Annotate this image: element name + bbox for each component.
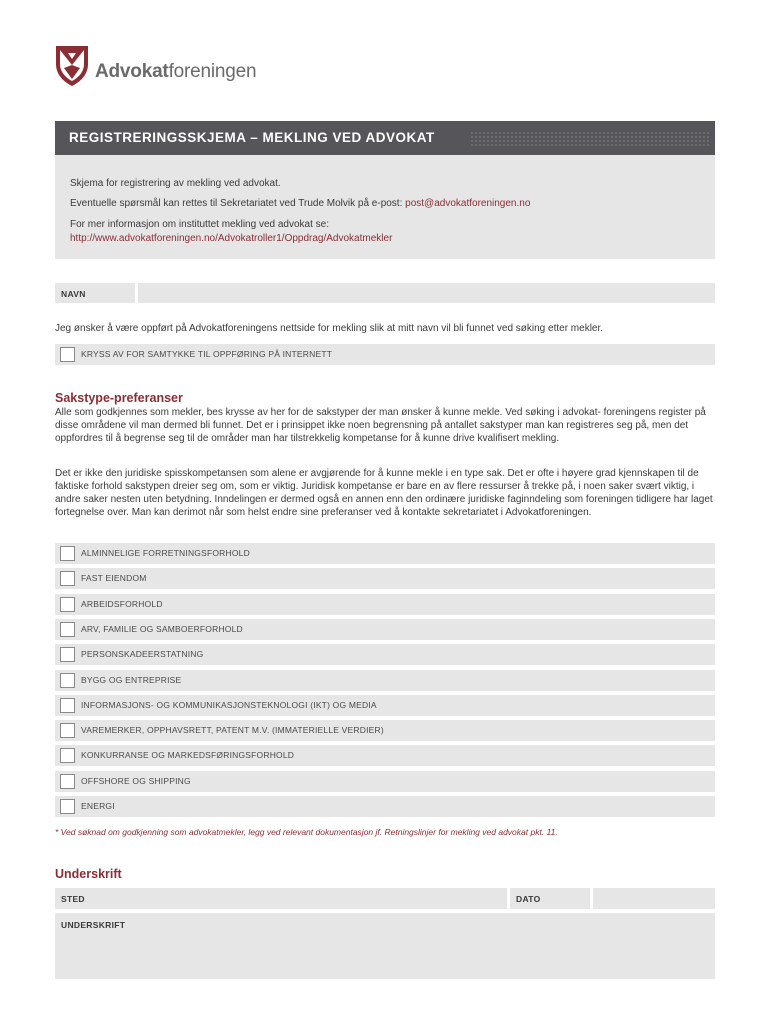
consent-text: Jeg ønsker å være oppført på Advokatforeningens nettside for mekling slik at mitt navn vil bli funnet ved søking etter mekler. [55,323,604,334]
sakstype-option-label: INFORMASJONS- OG KOMMUNIKASJONSTEKNOLOGI (IKT) OG MEDIA [81,700,377,710]
page-title: REGISTRERINGSSKJEMA – MEKLING VED ADVOKAT [69,130,435,145]
sakstype-option-label: VAREMERKER, OPPHAVSRETT, PATENT M.V. (IMMATERIELLE VERDIER) [81,725,384,735]
intro-contact-text: Eventuelle spørsmål kan rettes til Sekretariatet ved Trude Molvik på e-post: [70,198,406,209]
date-label-cell [510,888,590,909]
sakstype-option-row[interactable] [55,771,715,792]
place-field[interactable] [55,888,507,909]
sakstype-option-checkbox[interactable] [60,799,75,814]
info-url-link[interactable]: http://www.advokatforeningen.no/Advokatroller1/Oppdrag/Advokatmekler [70,233,393,244]
sakstype-option-label: ALMINNELIGE FORRETNINGSFORHOLD [81,548,250,558]
sakstype-option-row[interactable] [55,745,715,766]
sakstype-option-label: PERSONSKADEERSTATNING [81,649,204,659]
sakstype-paragraph-2: Det er ikke den juridiske spisskompetansen som alene er avgjørende for å kunne mekle i en type sak. Det er ofte i høyere grad kjennskapen til de faktiske forhold sakstypen dreier seg om, som er viktig. Juridisk kompetanse er bare en av flere ressurser å trekke på, i noen saker svært viktig, i andre saker nesten uten betydning. Inndelingen er dermed også en annen enn den ordinære juridiske faginndeling som foreningen tidligere har laget fortegnelse over. Man kan derimot når som helst endre sine preferanser ved å kontakte sekretariatet i Advokatforeningen. [55,468,713,518]
sakstype-option-checkbox[interactable] [60,723,75,738]
signature-label: UNDERSKRIFT [61,920,126,930]
sakstype-option-label: ARBEIDSFORHOLD [81,599,163,609]
sakstype-option-checkbox[interactable] [60,673,75,688]
logo-name-bold: Advokat [95,61,169,82]
sakstype-title: Sakstype-preferanser [55,391,183,405]
sakstype-option-row[interactable] [55,568,715,589]
name-label: NAVN [61,289,86,299]
intro-line-2 [70,198,530,209]
sakstype-option-label: BYGG OG ENTREPRISE [81,675,182,685]
consent-checkbox-row[interactable] [55,344,715,365]
signature-field[interactable] [55,913,715,979]
sakstype-option-label: OFFSHORE OG SHIPPING [81,776,191,786]
documentation-note: * Ved søknad om godkjenning som advokatmekler, legg ved relevant dokumentasjon jf. Retningslinjer for mekling ved advokat pkt. 11. [55,827,558,837]
sakstype-option-label: FAST EIENDOM [81,573,147,583]
sakstype-option-checkbox[interactable] [60,748,75,763]
sakstype-paragraph-1: Alle som godkjennes som mekler, bes krysse av her for de sakstyper der man ønsker å kunne mekle. Ved søking i advokat- foreningens register på disse områdene vil man dermed bli funnet. Det er i prinsippet ikke noen begrensning på antallet sakstyper man kan registreres seg på, men det oppfordres til å begrense seg til de områder man har tilstrekkelig kompetanse for å kunne drive kvalifisert mekling. [55,407,706,444]
sakstype-option-row[interactable] [55,670,715,691]
sakstype-option-label: KONKURRANSE OG MARKEDSFØRINGSFORHOLD [81,750,295,760]
sakstype-option-label: ARV, FAMILIE OG SAMBOERFORHOLD [81,624,243,634]
signature-title: Underskrift [55,867,122,881]
sakstype-option-label: ENERGI [81,801,115,811]
logo-wordmark [95,61,256,83]
sakstype-option-row[interactable] [55,796,715,817]
sakstype-option-row[interactable] [55,543,715,564]
place-label: STED [61,894,85,904]
logo-name-rest: foreningen [168,61,257,82]
contact-email-link[interactable]: post@advokatforeningen.no [405,198,531,209]
sakstype-option-row[interactable] [55,594,715,615]
sakstype-option-checkbox[interactable] [60,774,75,789]
name-label-cell [55,283,135,303]
name-input[interactable] [138,283,715,303]
sakstype-option-checkbox[interactable] [60,597,75,612]
date-label: DATO [516,894,541,904]
sakstype-option-checkbox[interactable] [60,546,75,561]
date-input[interactable] [593,888,715,909]
sakstype-option-checkbox[interactable] [60,571,75,586]
intro-line-3: For mer informasjon om instituttet mekling ved advokat se: [70,219,329,230]
intro-line-1: Skjema for registrering av mekling ved advokat. [70,178,281,189]
header-dot-pattern [470,131,710,147]
consent-checkbox[interactable] [60,347,75,362]
sakstype-option-checkbox[interactable] [60,647,75,662]
sakstype-option-checkbox[interactable] [60,622,75,637]
consent-checkbox-label: KRYSS AV FOR SAMTYKKE TIL OPPFØRING PÅ INTERNETT [81,349,333,359]
sakstype-option-row[interactable] [55,619,715,640]
sakstype-option-checkbox[interactable] [60,698,75,713]
shield-logo-icon [54,44,90,88]
sakstype-option-row[interactable] [55,720,715,741]
sakstype-option-row[interactable] [55,695,715,716]
sakstype-option-row[interactable] [55,644,715,665]
